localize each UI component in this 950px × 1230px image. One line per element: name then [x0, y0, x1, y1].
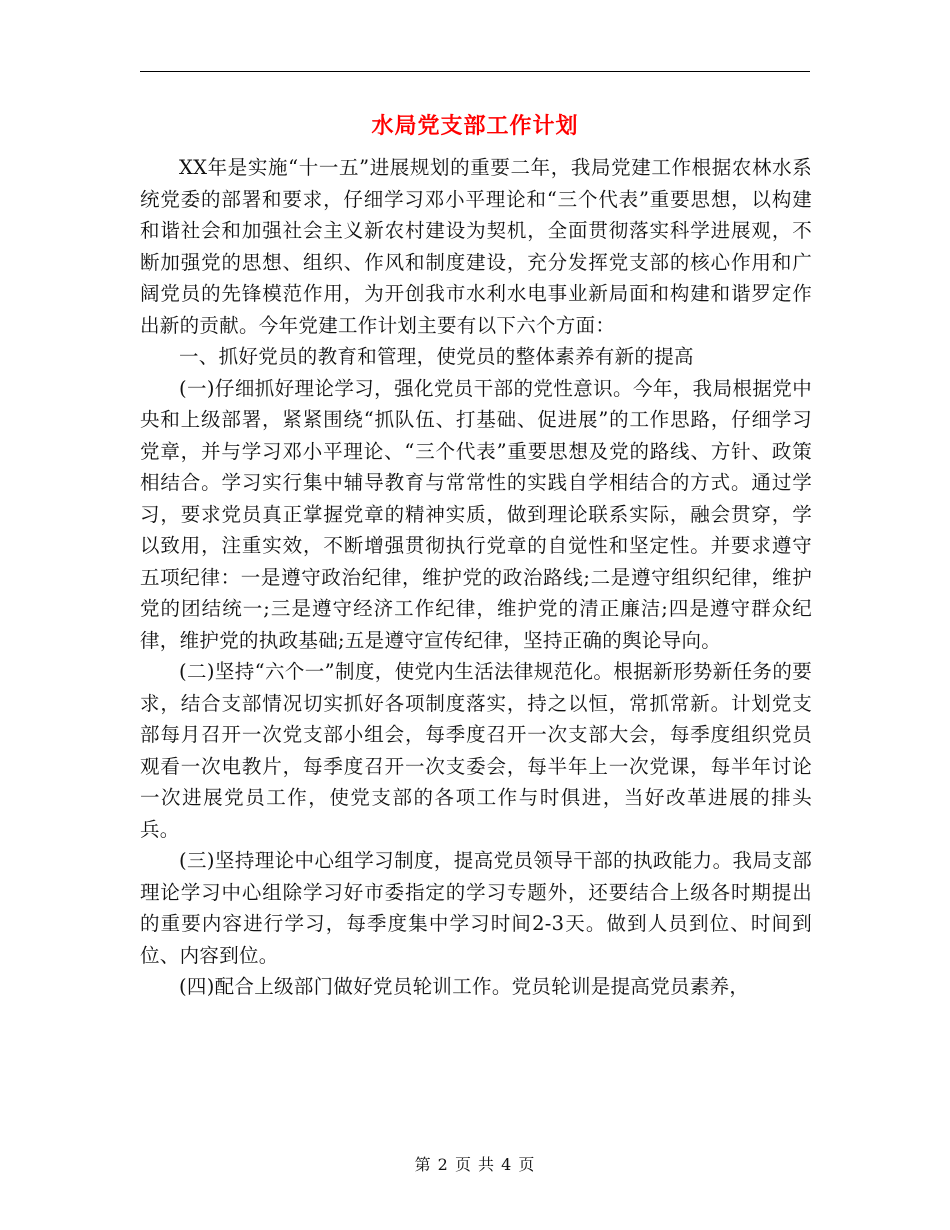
paragraph-item-3: (三)坚持理论中心组学习制度，提高党员领导干部的执政能力。我局支部理论学习中心组除学习好市委指定的学习专题外，还要结合上级各时期提出的重要内容进行学习，每季度集中学习时间2-3天。做到人员到位、时间到位、内容到位。	[140, 849, 812, 967]
header-rule	[140, 71, 810, 72]
paragraph-section-heading: 一、抓好党员的教育和管理，使党员的整体素养有新的提高	[179, 345, 694, 368]
document-body	[140, 152, 812, 1003]
page-number: 第 2 页 共 4 页	[414, 1155, 536, 1174]
paragraph-item-1: (一)仔细抓好理论学习，强化党员干部的党性意识。今年，我局根据党中央和上级部署，紧紧围绕“抓队伍、打基础、促进展”的工作思路，仔细学习党章，并与学习邓小平理论、“三个代表”重要思想及党的路线、方针、政策相结合。学习实行集中辅导教育与常常性的实践自学相结合的方式。通过学习，要求党员真正掌握党章的精神实质，做到理论联系实际，融会贯穿，学以致用，注重实效，不断增强贯彻执行党章的自觉性和坚定性。并要求遵守五项纪律：一是遵守政治纪律，维护党的政治路线;二是遵守组织纪律，维护党的团结统一;三是遵守经济工作纪律，维护党的清正廉洁;四是遵守群众纪律，维护党的执政基础;五是遵守宣传纪律，坚持正确的舆论导向。	[140, 376, 812, 652]
paragraph-intro: XX年是实施“十一五”进展规划的重要二年，我局党建工作根据农林水系统党委的部署和要求，仔细学习邓小平理论和“三个代表”重要思想，以构建和谐社会和加强社会主义新农村建设为契机，全面贯彻落实科学进展观，不断加强党的思想、组织、作风和制度建设，充分发挥党支部的核心作用和广阔党员的先锋模范作用，为开创我市水利水电事业新局面和构建和谐罗定作出新的贡献。今年党建工作计划主要有以下六个方面：	[140, 156, 812, 337]
paragraph-item-4: (四)配合上级部门做好党员轮训工作。党员轮训是提高党员素养，	[179, 975, 750, 998]
paragraph-item-2: (二)坚持“六个一”制度，使党内生活法律规范化。根据新形势新任务的要求，结合支部情况切实抓好各项制度落实，持之以恒，常抓常新。计划党支部每月召开一次党支部小组会，每季度召开一次支部大会，每季度组织党员观看一次电教片，每季度召开一次支委会，每半年上一次党课，每半年讨论一次进展党员工作，使党支部的各项工作与时俱进，当好改革进展的排头兵。	[140, 660, 812, 841]
document-title: 水局党支部工作计划	[371, 113, 579, 139]
